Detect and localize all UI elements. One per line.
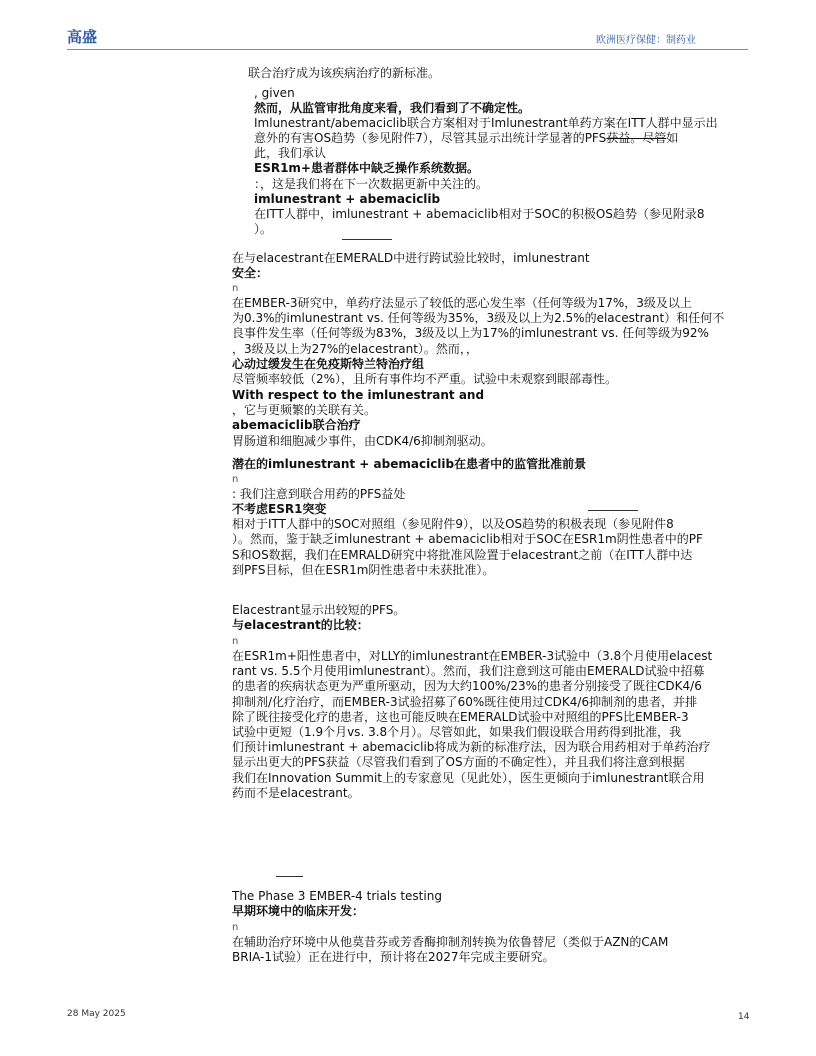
bold-heading-line: 与elacestrant的比较： [232,618,369,632]
body-text-line: 此，我们承认 [254,146,327,160]
text-span: 意外的有害OS趋势（参见附件7），尽管其显示出统计学显著的PFS [254,131,607,145]
body-text-line: rant vs. 5.5个月使用imlunestrant）。然而，我们注意到这可能由EMERALD试验中招募 [232,664,705,678]
body-text-line: Imlunestrant/abemaciclib联合方案相对于Imlunestrant单药方案在ITT人群中显示出 [254,116,718,130]
body-text-line: ，它与更频繁的关联有关。 [232,403,377,417]
short-rule [276,876,303,877]
strikethrough-text: 获益。尽管 [606,131,667,145]
body-text-line: 在ITT人群中，imlunestrant + abemaciclib相对于SOC的积极OS趋势（参见附录8 [254,207,705,221]
body-text-line: 胃肠道和细胞减少事件，由CDK4/6抑制剂驱动。 [232,434,493,448]
body-text-line: 我们在Innovation Summit上的专家意见（见此处），医生更倾向于imlunestrant联合用 [232,771,705,785]
body-text-line: 们预计imlunestrant + abemaciclib将成为新的标准疗法，因为联合用药相对于单药治疗 [232,740,711,754]
body-text-line: 在EMBER-3研究中，单药疗法显示了较低的恶心发生率（任何等级为17%，3级及以上 [232,296,692,310]
body-text-line: , given [254,86,295,100]
bold-heading-line: 心动过缓发生在免疫斯特兰特治疗组 [232,357,425,371]
body-text-line: 尽管频率较低（2%），且所有事件均不严重。试验中未观察到眼部毒性。 [232,372,618,386]
body-text-line: Elacestrant显示出较短的PFS。 [232,603,406,617]
body-text-line: 良事件发生率（任何等级为83%，3级及以上为17%的imlunestrant vs. 任何等级为92% [232,326,709,340]
body-text-line: 联合治疗成为该疾病治疗的新标准。 [248,66,441,80]
body-text-line: : 我们注意到联合用药的PFS益处 [232,487,406,501]
bold-heading-line: With respect to the imlunestrant and [232,388,485,402]
short-rule [588,510,638,511]
body-text-line: 到PFS目标，但在ESR1m阴性患者中未获批准）。 [232,563,495,577]
body-text-line: 试验中更短（1.9个月vs. 3.8个月）。尽管如此，如果我们假设联合用药得到批准，我 [232,725,682,739]
marker-text: n [232,636,239,647]
body-text-line: ，3级及以上为27%的elacestrant）。然而，， [232,342,478,356]
footer-date: 28 May 2025 [67,1009,126,1019]
body-text-line: ）。然而，鉴于缺乏imlunestrant + abemaciclib相对于SOC在ESR1m阴性患者中的PF [232,532,703,546]
body-text-line: 的患者的疾病状态更为严重所驱动，因为大约100%/23%的患者分别接受了既往CDK4/6 [232,679,702,693]
body-text-line: ：，这是我们将在下一次数据更新中关注的。 [254,177,489,191]
bold-heading-line: 潜在的imlunestrant + abemaciclib在患者中的监管批准前景 [232,457,587,471]
body-text-line: 抑制剂/化疗治疗，而EMBER-3试验招募了60%既往使用过CDK4/6抑制剂的患者，并排 [232,695,698,709]
body-text-line: 在ESR1m+阳性患者中，对LLY的imlunestrant在EMBER-3试验中（3.8个月使用elacest [232,649,713,663]
bold-heading-line: abemaciclib联合治疗 [232,418,361,432]
marker-text: n [232,283,239,294]
bold-heading-line: 早期环境中的临床开发： [232,904,365,918]
bold-heading-line: ESR1m+患者群体中缺乏操作系统数据。 [254,161,479,175]
body-text-line: The Phase 3 EMBER-4 trials testing [232,889,442,903]
body-text-line: 除了既往接受化疗的患者，这也可能反映在EMERALD试验中对照组的PFS比EMBER-3 [232,710,689,724]
marker-text: n [232,474,239,485]
brand-logo-text: 高盛 [67,28,98,46]
section-title: 欧洲医疗保健：制药业 [596,35,696,46]
body-text-line: 在辅助治疗环境中从他莫昔芬或芳香酶抑制剂转换为依鲁替尼（类似于AZN的CAM [232,935,669,949]
short-rule [342,239,392,240]
body-text-line: S和OS数据，我们在EMRALD研究中将批准风险置于elacestrant之前（在ITT人群中达 [232,548,693,562]
marker-text: n [232,922,239,933]
body-text-line: 显示出更大的PFS获益（尽管我们看到了OS方面的不确定性），并且我们将注意到根据 [232,755,685,769]
header-divider [67,49,748,50]
text-span: 如 [666,131,679,145]
bold-heading-line: 然而，从监管审批角度来看，我们看到了不确定性。 [254,101,531,115]
body-text-line: 相对于ITT人群中的SOC对照组（参见附件9），以及OS趋势的积极表现（参见附件8 [232,517,674,531]
bold-heading-line: 不考虑ESR1突变 [232,502,327,516]
body-text-line: BRIA-1试验）正在进行中，预计将在2027年完成主要研究。 [232,950,555,964]
bold-heading-line: 安全： [232,266,269,280]
body-text-line: 为0.3%的imlunestrant vs. 任何等级为35%，3级及以上为2.5%的elacestrant）和任何不 [232,311,725,325]
body-text-line: 在与elacestrant在EMERALD中进行跨试验比较时，imlunestrant [232,251,590,265]
bold-heading-line: imlunestrant + abemaciclib [254,192,441,206]
body-text-line: ）。 [254,222,273,236]
page-number: 14 [738,1012,750,1022]
body-text-line [254,131,678,145]
body-text-line: 药而不是elacestrant。 [232,786,360,800]
